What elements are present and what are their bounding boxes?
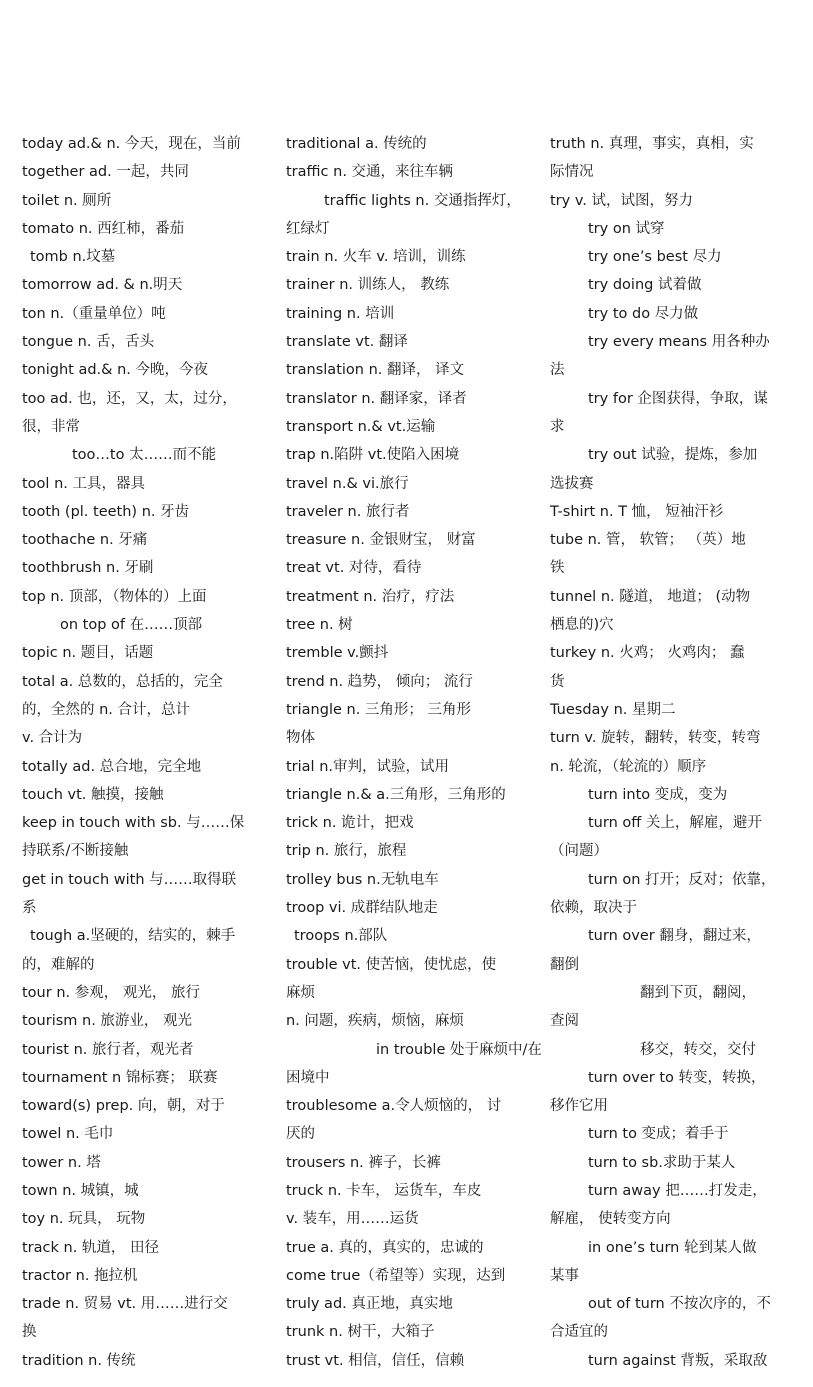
entry-line: toothbrush n. 牙刷 xyxy=(22,560,154,577)
entry-line: traffic lights n. 交通指挥灯， xyxy=(324,192,521,209)
entry-line: turn against 背叛，采取敌 xyxy=(588,1352,768,1369)
entry-line: 的，全然的 n. 合计，总计 xyxy=(22,701,191,718)
entry-line: top n. 顶部，（物体的）上面 xyxy=(22,588,207,605)
entry-line: ton n.（重量单位）吨 xyxy=(22,305,166,322)
entry-line: 法 xyxy=(550,362,565,379)
entry-line: total a. 总数的，总括的，完全 xyxy=(22,673,223,690)
entry-line: out of turn 不按次序的，不 xyxy=(588,1296,771,1313)
entry-line: topic n. 题目，话题 xyxy=(22,645,154,662)
entry-line: 求 xyxy=(550,418,565,435)
entry-line: tower n. 塔 xyxy=(22,1154,101,1171)
entry-line: 移交，转交，交付 xyxy=(640,1041,756,1058)
entry-line: travel n.& vi.旅行 xyxy=(286,475,409,492)
entry-line: toy n. 玩具， 玩物 xyxy=(22,1211,146,1228)
entry-line: try to do 尽力做 xyxy=(588,305,699,322)
entry-line: troublesome a.令人烦恼的， 讨 xyxy=(286,1098,502,1115)
entry-line: turn over to 转变，转换， xyxy=(588,1069,766,1086)
entry-line: tunnel n. 隧道， 地道； (动物 xyxy=(550,588,751,605)
entry-line: trunk n. 树干，大箱子 xyxy=(286,1324,435,1341)
entry-line: turn on 打开；反对；依靠， xyxy=(588,871,776,888)
entry-line: triangle n. 三角形； 三角形 xyxy=(286,701,472,718)
entry-line: turn off 关上，解雇，避开 xyxy=(588,815,762,832)
entry-line: 持联系/不断接触 xyxy=(22,843,129,860)
entry-line: training n. 培训 xyxy=(286,305,395,322)
entry-line: tournament n 锦标赛； 联赛 xyxy=(22,1069,218,1086)
entry-line: n. 轮流，（轮流的）顺序 xyxy=(550,758,707,775)
entry-line: traveler n. 旅行者 xyxy=(286,503,410,520)
entry-line: trial n.审判，试验，试用 xyxy=(286,758,449,775)
column-3 xyxy=(550,130,782,1375)
entry-line: 换 xyxy=(22,1324,37,1341)
entry-line: traditional a. 传统的 xyxy=(286,136,427,152)
entry-line: 铁 xyxy=(550,560,565,577)
entry-line: trade n. 贸易 vt. 用……进行交 xyxy=(22,1296,228,1313)
entry-line: trousers n. 裤子，长裤 xyxy=(286,1154,441,1171)
entry-line: 翻倒 xyxy=(550,956,579,973)
entry-line: try one’s best 尽力 xyxy=(588,249,722,266)
entry-line: toilet n. 厕所 xyxy=(22,192,112,209)
entry-line: tool n. 工具，器具 xyxy=(22,475,145,492)
column-1 xyxy=(22,130,254,1375)
entry-line: treatment n. 治疗，疗法 xyxy=(286,588,455,605)
entry-line: turn away 把……打发走， xyxy=(588,1182,767,1199)
entry-line: v. 装车，用……运货 xyxy=(286,1211,419,1228)
entry-line: truck n. 卡车， 运货车，车皮 xyxy=(286,1182,482,1199)
entry-line: trip n. 旅行，旅程 xyxy=(286,843,407,860)
entry-line: 困境中 xyxy=(286,1069,330,1086)
entry-line: tree n. 树 xyxy=(286,617,353,634)
entry-line: turn to 变成；着手于 xyxy=(588,1126,729,1143)
entry-line: in trouble 处于麻烦中/在 xyxy=(376,1041,542,1058)
entry-line: track n. 轨道， 田径 xyxy=(22,1239,160,1256)
entry-line: treat vt. 对待，看待 xyxy=(286,560,422,577)
entry-line: 移作它用 xyxy=(550,1098,608,1115)
entry-line: trick n. 诡计，把戏 xyxy=(286,815,414,832)
entry-line: trouble vt. 使苦恼，使忧虑，使 xyxy=(286,956,497,973)
entry-line: truth n. 真理，事实，真相，实 xyxy=(550,136,754,152)
entry-line: tonight ad.& n. 今晚，今夜 xyxy=(22,362,208,379)
entry-line: in one’s turn 轮到某人做 xyxy=(588,1239,757,1256)
entry-line: tooth (pl. teeth) n. 牙齿 xyxy=(22,503,190,520)
entry-line: 查阅 xyxy=(550,1013,579,1030)
entry-line: today ad.& n. 今天，现在，当前 xyxy=(22,136,241,152)
entry-line: tourism n. 旅游业， 观光 xyxy=(22,1013,193,1030)
entry-line: triangle n.& a.三角形，三角形的 xyxy=(286,786,506,803)
entry-line: too ad. 也，还，又，太，过分， xyxy=(22,390,237,407)
entry-line: try every means 用各种办 xyxy=(588,334,770,351)
entry-line: treasure n. 金银财宝， 财富 xyxy=(286,532,476,549)
entry-line: towel n. 毛巾 xyxy=(22,1126,114,1143)
entry-line: turn to sb.求助于某人 xyxy=(588,1154,736,1171)
entry-line: tourist n. 旅行者，观光者 xyxy=(22,1041,194,1058)
entry-line: too…to 太……而不能 xyxy=(72,447,217,464)
entry-line: try doing 试着做 xyxy=(588,277,702,294)
entry-line: translate vt. 翻译 xyxy=(286,334,408,351)
entry-line: totally ad. 总合地，完全地 xyxy=(22,758,202,775)
entry-line: 很，非常 xyxy=(22,418,80,435)
entry-line: tube n. 管， 软管； （英）地 xyxy=(550,532,746,549)
entry-line: on top of 在……顶部 xyxy=(60,617,203,634)
entry-line: 际情况 xyxy=(550,164,594,181)
entry-line: try on 试穿 xyxy=(588,220,665,237)
entry-line: toward(s) prep. 向，朝，对于 xyxy=(22,1098,225,1115)
entry-line: keep in touch with sb. 与……保 xyxy=(22,815,245,832)
entry-line: troops n.部队 xyxy=(294,928,388,945)
entry-line: try v. 试，试图，努力 xyxy=(550,192,694,209)
entry-line: 栖息的)穴 xyxy=(550,617,614,634)
entry-line: train n. 火车 v. 培训，训练 xyxy=(286,249,466,266)
entry-line: 厌的 xyxy=(286,1126,315,1143)
entry-line: 货 xyxy=(550,673,565,690)
entry-line: 麻烦 xyxy=(286,984,315,1001)
entry-line: 某事 xyxy=(550,1267,579,1284)
entry-line: tongue n. 舌，舌头 xyxy=(22,334,155,351)
entry-line: trust vt. 相信，信任，信赖 xyxy=(286,1352,465,1369)
entry-line: traffic n. 交通，来往车辆 xyxy=(286,164,454,181)
entry-line: 物体 xyxy=(286,730,315,747)
entry-line: true a. 真的，真实的，忠诚的 xyxy=(286,1239,484,1256)
entry-line: tomorrow ad. & n.明天 xyxy=(22,277,183,294)
entry-line: 选拔赛 xyxy=(550,475,594,492)
entry-line: turkey n. 火鸡； 火鸡肉； 蠢 xyxy=(550,645,745,662)
entry-line: 合适宜的 xyxy=(550,1324,608,1341)
entry-line: transport n.& vt.运输 xyxy=(286,418,436,435)
column-2 xyxy=(286,130,542,1375)
entry-line: touch vt. 触摸，接触 xyxy=(22,786,164,803)
entry-line: 翻到下页，翻阅， xyxy=(640,984,756,1001)
entry-line: 依赖，取决于 xyxy=(550,900,637,917)
entry-line: turn over 翻身，翻过来， xyxy=(588,928,761,945)
entry-line: T-shirt n. T 恤， 短袖汗衫 xyxy=(550,503,724,520)
entry-line: tradition n. 传统 xyxy=(22,1352,136,1369)
entry-line: Tuesday n. 星期二 xyxy=(550,701,676,718)
entry-line: translation n. 翻译， 译文 xyxy=(286,362,465,379)
entry-line: troop vi. 成群结队地走 xyxy=(286,900,438,917)
entry-line: translator n. 翻译家，译者 xyxy=(286,390,467,407)
entry-line: trainer n. 训练人， 教练 xyxy=(286,277,450,294)
entry-line: come true（希望等）实现，达到 xyxy=(286,1267,506,1284)
entry-line: tractor n. 拖拉机 xyxy=(22,1267,138,1284)
entry-line: together ad. 一起，共同 xyxy=(22,164,189,181)
entry-line: turn v. 旋转，翻转，转变，转弯 xyxy=(550,730,761,747)
entry-line: trend n. 趋势， 倾向； 流行 xyxy=(286,673,473,690)
entry-line: v. 合计为 xyxy=(22,730,83,747)
entry-line: turn into 变成，变为 xyxy=(588,786,728,803)
entry-line: truly ad. 真正地，真实地 xyxy=(286,1296,453,1313)
entry-line: trap n.陷阱 vt.使陷入困境 xyxy=(286,447,460,464)
entry-line: tomb n.坟墓 xyxy=(30,249,116,266)
entry-line: try out 试验，提炼，参加 xyxy=(588,447,758,464)
entry-line: 红绿灯 xyxy=(286,220,330,237)
entry-line: tomato n. 西红柿，番茄 xyxy=(22,220,185,237)
entry-line: 解雇， 使转变方向 xyxy=(550,1211,671,1228)
entry-line: toothache n. 牙痛 xyxy=(22,532,148,549)
entry-line: tour n. 参观， 观光， 旅行 xyxy=(22,984,200,1001)
entry-line: get in touch with 与……取得联 xyxy=(22,871,237,888)
entry-line: tremble v.颤抖 xyxy=(286,645,389,662)
entry-line: trolley bus n.无轨电车 xyxy=(286,871,439,888)
entry-line: 系 xyxy=(22,900,37,917)
entry-line: n. 问题，疾病，烦恼，麻烦 xyxy=(286,1013,464,1030)
entry-line: try for 企图获得，争取，谋 xyxy=(588,390,768,407)
entry-line: 的，难解的 xyxy=(22,956,95,973)
entry-line: town n. 城镇，城 xyxy=(22,1182,139,1199)
entry-line: tough a.坚硬的，结实的，棘手 xyxy=(30,928,236,945)
entry-line: （问题） xyxy=(550,843,608,860)
